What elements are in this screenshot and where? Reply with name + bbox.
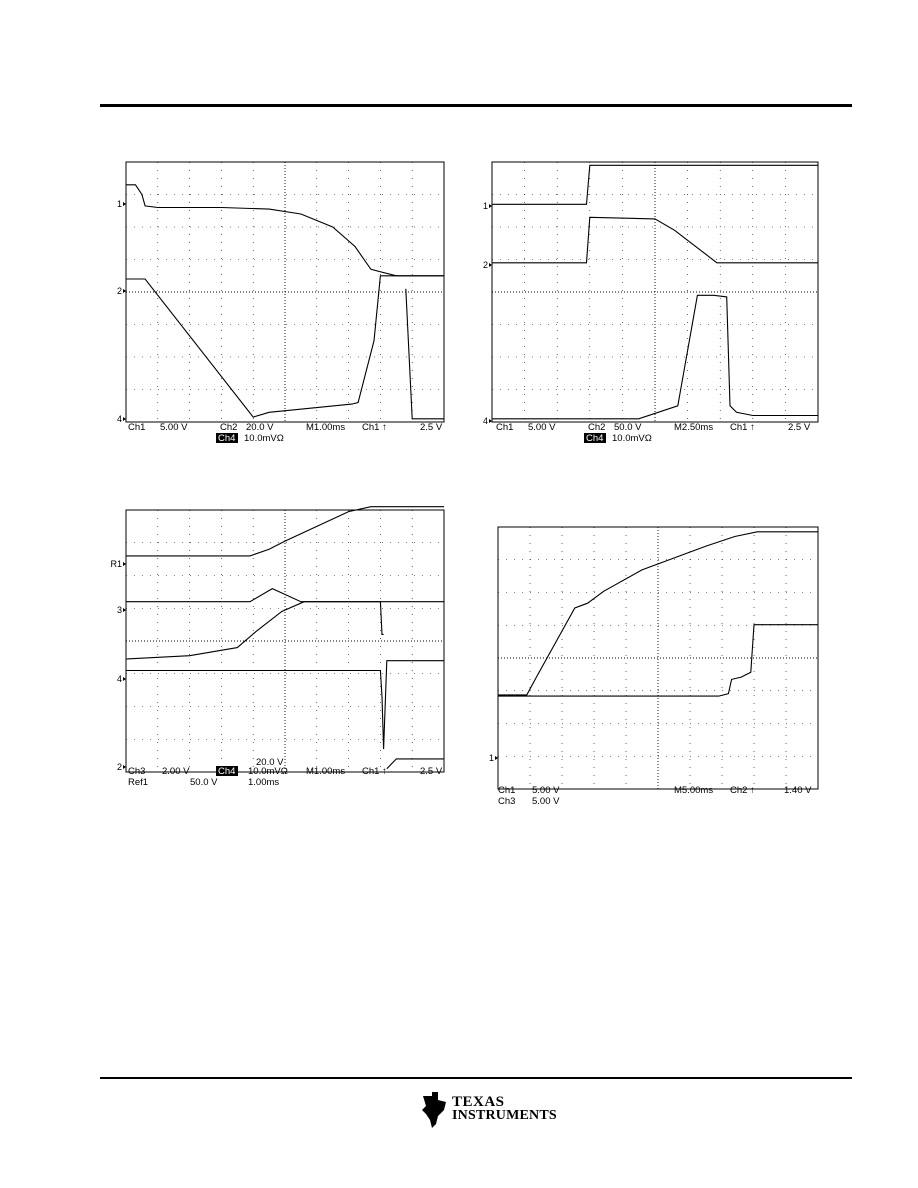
readout-text: Ch1 ↑ [730,422,755,433]
header-rule [100,104,852,107]
readout-text: Ch2 [588,422,606,433]
readout-text: 10.0mVΩ [244,433,284,444]
trace-ch3 [126,589,384,635]
trace-ch3 [498,532,818,695]
scope-panel-3 [110,510,443,788]
readout-text: 5.00 V [160,422,188,433]
channel-marker-1: 1 [482,201,488,211]
readout-text: 1.00ms [248,777,280,788]
readout-text: M1.00ms [306,422,346,433]
readout-text: Ch1 [498,785,516,796]
readout-text: 10.0mVΩ [248,766,288,777]
footer-rule [100,1077,852,1079]
channel-marker-2: 2 [116,286,122,296]
readout-text: 5.00 V [532,796,560,807]
readout-text: 2.00 V [162,766,190,777]
trace-ch2 [126,276,444,417]
channel-marker-2: 2 [482,260,488,270]
channel-marker-R1: R1 [110,559,122,569]
logo-line-2: INSTRUMENTS [452,1108,557,1123]
readout-text: M2.50ms [674,422,714,433]
readout-text: 1.40 V [784,785,812,796]
readout-text: Ch1 ↑ [362,766,387,777]
readout-text: 2.5 V [420,422,443,433]
scope-panel-4 [478,527,812,807]
ch4-badge-text: Ch4 [586,433,604,444]
readout-text: 50.0 V [190,777,218,788]
scope-panel-2 [478,162,811,444]
channel-marker-4: 4 [482,416,488,426]
scope-3-svg [110,510,443,800]
readout-text: Ch3 [498,796,516,807]
readout-text: 50.0 V [614,422,642,433]
readout-text: Ch2 [220,422,238,433]
readout-text: Ch2 ↑ [730,785,755,796]
ti-state-icon [420,1090,450,1130]
channel-marker-2: 2 [116,762,122,772]
readout-text: M1.00ms [306,766,346,777]
readout-text: Ch1 [496,422,514,433]
scope-1-svg [110,162,443,444]
readout-text: Ref1 [128,777,149,788]
channel-marker-1: 1 [116,199,122,209]
readout-text: 2.5 V [420,766,443,777]
readout-text: Ch1 [128,422,146,433]
ch4-badge-text: Ch4 [218,766,236,777]
readout-text: 20.0 V [246,422,274,433]
trace-ch4 [406,289,444,419]
readout-extra: 20.0 V [256,757,284,768]
channel-marker-4: 4 [116,414,122,424]
channel-marker-1: 1 [488,753,494,763]
readout-text: 2.5 V [788,422,811,433]
readout-text: 5.00 V [532,785,560,796]
channel-marker-3: 3 [116,605,122,615]
channel-marker-4: 4 [116,674,122,684]
readout-text: 5.00 V [528,422,556,433]
readout-text: Ch3 [128,766,146,777]
logo-line-1: TEXAS [452,1094,505,1110]
texas-instruments-logo [420,1090,557,1132]
scope-2-svg [478,162,818,444]
scope-4-svg [478,527,818,812]
readout-text: 10.0mVΩ [612,433,652,444]
readout-text: Ch1 ↑ [362,422,387,433]
ch4-badge-text: Ch4 [218,433,236,444]
scope-panel-1 [110,162,443,444]
readout-text: M5.00ms [674,785,714,796]
